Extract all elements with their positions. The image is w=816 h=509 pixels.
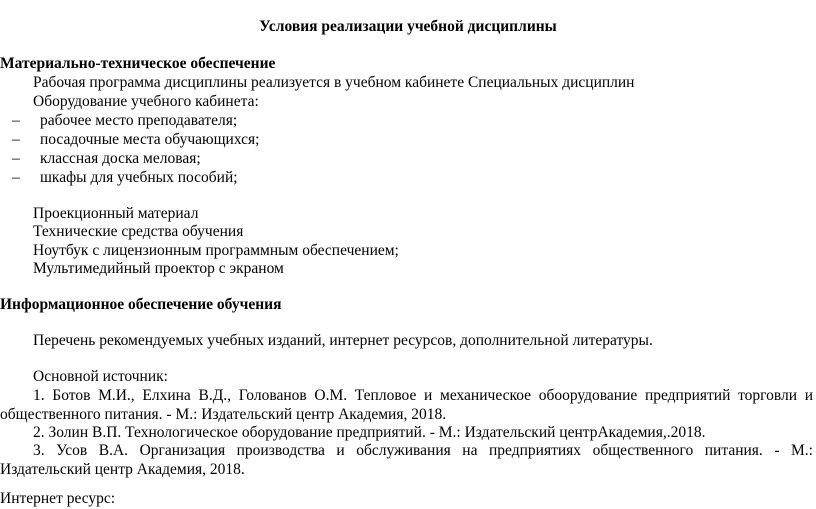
tech-item: Ноутбук с лицензионным программным обеспечением; [33, 242, 399, 259]
source-item-continuation: Издательский центр Академия, 2018. [0, 461, 245, 478]
bullet-dash: – [12, 169, 20, 186]
page-title: Условия реализации учебной дисциплины [259, 18, 557, 35]
tech-means-label: Технические средства обучения [33, 223, 244, 240]
bullet-dash: – [12, 112, 20, 129]
source-item-continuation: общественного питания. - М.: Издательский центр Академия, 2018. [0, 406, 447, 423]
main-source-label: Основной источник: [33, 368, 168, 385]
source-item: 1. Ботов М.И., Елхина В.Д., Голованов О.М. Тепловое и механическое обоорудование предприятий торговли и [33, 387, 813, 404]
section-heading-materials: Материально-техническое обеспечение [0, 55, 276, 72]
internet-resource-label: Интернет ресурс: [0, 490, 116, 507]
section-heading-information: Информационное обеспечение обучения [0, 296, 282, 313]
source-item: 2. Золин В.П. Технологическое обoрудование предприятий. - М.: Издательский центрАкадемия,.2018. [33, 424, 706, 441]
source-item: 3. Усов В.А. Организация производства и обслуживания на предприятиях общественного питания. - М.: [33, 442, 813, 459]
tech-item: Мультимедийный проектор с экраном [33, 260, 284, 277]
equipment-item: шкафы для учебных пособий; [40, 169, 238, 186]
equipment-item: классная доска меловая; [40, 150, 201, 167]
bullet-dash: – [12, 150, 20, 167]
projection-material: Проекционный материал [33, 205, 199, 222]
equipment-item: посадочные места обучающихся; [40, 131, 260, 148]
equipment-item: рабочее место преподавателя; [40, 112, 238, 129]
recommended-list-intro: Перечень рекомендуемых учебных изданий, интернет ресурсов, дополнительной литературы. [33, 332, 653, 349]
bullet-dash: – [12, 131, 20, 148]
equipment-label: Оборудование учебного кабинета: [33, 93, 259, 110]
materials-intro: Рабочая программа дисциплины реализуется в учебном кабинете Специальных дисциплин [33, 74, 635, 91]
